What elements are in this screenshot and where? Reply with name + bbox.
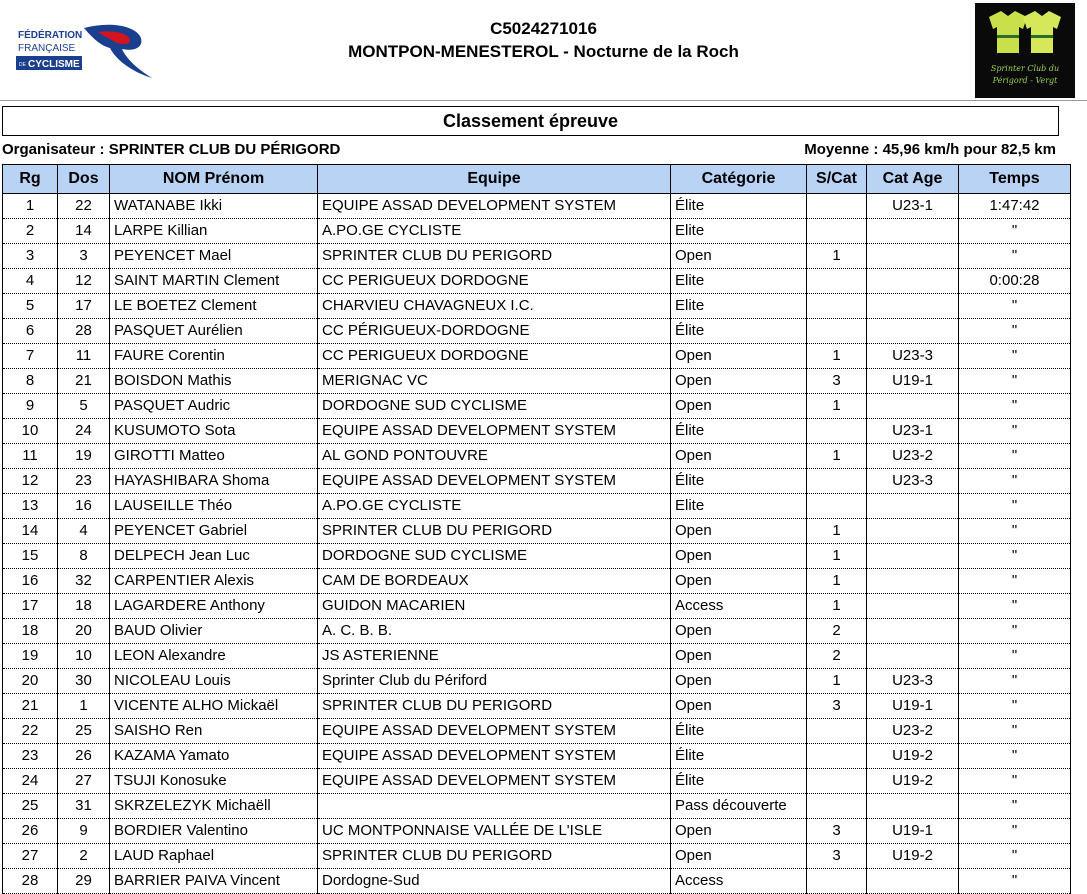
cell-bib: 21 bbox=[58, 369, 110, 394]
cell-time: " bbox=[959, 644, 1071, 669]
cell-time: " bbox=[959, 569, 1071, 594]
cell-bib: 31 bbox=[58, 794, 110, 819]
cell-bib: 29 bbox=[58, 869, 110, 894]
cell-rank: 3 bbox=[3, 244, 58, 269]
table-row bbox=[3, 569, 1071, 594]
cell-rank: 21 bbox=[3, 694, 58, 719]
event-title: MONTPON-MENESTEROL - Nocturne de la Roch bbox=[348, 42, 739, 61]
table-row bbox=[3, 519, 1071, 544]
cell-name: LAUD Raphael bbox=[110, 844, 318, 869]
club-logo-line-2: Périgord - Vergt bbox=[992, 76, 1058, 85]
cell-team: CC PERIGUEUX DORDOGNE bbox=[318, 344, 671, 369]
cell-rank: 19 bbox=[3, 644, 58, 669]
cell-time: " bbox=[959, 344, 1071, 369]
cell-category: Open bbox=[671, 544, 807, 569]
cell-team: EQUIPE ASSAD DEVELOPMENT SYSTEM bbox=[318, 719, 671, 744]
cell-time: " bbox=[959, 469, 1071, 494]
cell-category: Elite bbox=[671, 294, 807, 319]
cell-subcategory bbox=[807, 769, 867, 794]
cell-team: JS ASTERIENNE bbox=[318, 644, 671, 669]
cell-age-category bbox=[867, 244, 959, 269]
cell-subcategory bbox=[807, 744, 867, 769]
cell-subcategory bbox=[807, 194, 867, 219]
column-header-age-category: Cat Age bbox=[867, 165, 959, 194]
cell-age-category bbox=[867, 644, 959, 669]
cell-age-category: U23-3 bbox=[867, 344, 959, 369]
table-row bbox=[3, 794, 1071, 819]
ffc-logo-small: DE bbox=[19, 62, 26, 68]
cell-age-category bbox=[867, 319, 959, 344]
cell-name: CARPENTIER Alexis bbox=[110, 569, 318, 594]
cell-time: " bbox=[959, 819, 1071, 844]
cell-team: A.PO.GE CYCLISTE bbox=[318, 494, 671, 519]
cell-bib: 14 bbox=[58, 219, 110, 244]
cell-name: KUSUMOTO Sota bbox=[110, 419, 318, 444]
cell-time: " bbox=[959, 394, 1071, 419]
cell-category: Open bbox=[671, 844, 807, 869]
cell-age-category: U23-1 bbox=[867, 419, 959, 444]
cell-category: Open bbox=[671, 819, 807, 844]
cell-name: KAZAMA Yamato bbox=[110, 744, 318, 769]
cell-age-category: U23-2 bbox=[867, 444, 959, 469]
cell-category: Élite bbox=[671, 744, 807, 769]
cell-bib: 11 bbox=[58, 344, 110, 369]
cell-age-category bbox=[867, 794, 959, 819]
table-row bbox=[3, 394, 1071, 419]
cell-name: LAGARDERE Anthony bbox=[110, 594, 318, 619]
cell-rank: 10 bbox=[3, 419, 58, 444]
column-header-rank: Rg bbox=[3, 165, 58, 194]
cell-name: PASQUET Audric bbox=[110, 394, 318, 419]
cell-rank: 24 bbox=[3, 769, 58, 794]
cell-age-category bbox=[867, 569, 959, 594]
table-row bbox=[3, 869, 1071, 894]
cell-rank: 1 bbox=[3, 194, 58, 219]
cell-name: VICENTE ALHO Mickaël bbox=[110, 694, 318, 719]
cell-rank: 13 bbox=[3, 494, 58, 519]
cell-age-category: U19-1 bbox=[867, 369, 959, 394]
cell-subcategory bbox=[807, 719, 867, 744]
results-body bbox=[3, 194, 1071, 894]
cell-rank: 16 bbox=[3, 569, 58, 594]
table-row bbox=[3, 744, 1071, 769]
cell-time: " bbox=[959, 369, 1071, 394]
cell-team: CAM DE BORDEAUX bbox=[318, 569, 671, 594]
cell-time: " bbox=[959, 244, 1071, 269]
table-row bbox=[3, 244, 1071, 269]
cell-time: " bbox=[959, 844, 1071, 869]
cell-category: Élite bbox=[671, 419, 807, 444]
cell-time: " bbox=[959, 744, 1071, 769]
column-header-category: Catégorie bbox=[671, 165, 807, 194]
cell-age-category: U23-3 bbox=[867, 469, 959, 494]
cell-team: AL GOND PONTOUVRE bbox=[318, 444, 671, 469]
cell-name: LE BOETEZ Clement bbox=[110, 294, 318, 319]
table-row bbox=[3, 319, 1071, 344]
cell-name: BOISDON Mathis bbox=[110, 369, 318, 394]
cell-category: Élite bbox=[671, 319, 807, 344]
cell-rank: 27 bbox=[3, 844, 58, 869]
cell-bib: 18 bbox=[58, 594, 110, 619]
cell-subcategory bbox=[807, 794, 867, 819]
cell-rank: 18 bbox=[3, 619, 58, 644]
cell-subcategory bbox=[807, 494, 867, 519]
jersey-icon bbox=[975, 3, 1075, 98]
table-row bbox=[3, 669, 1071, 694]
cell-name: BARRIER PAIVA Vincent bbox=[110, 869, 318, 894]
cell-rank: 7 bbox=[3, 344, 58, 369]
cell-bib: 32 bbox=[58, 569, 110, 594]
cell-team: MERIGNAC VC bbox=[318, 369, 671, 394]
column-header-team: Equipe bbox=[318, 165, 671, 194]
cell-bib: 4 bbox=[58, 519, 110, 544]
cell-name: PEYENCET Mael bbox=[110, 244, 318, 269]
cell-bib: 19 bbox=[58, 444, 110, 469]
cell-category: Open bbox=[671, 394, 807, 419]
cell-rank: 22 bbox=[3, 719, 58, 744]
cell-rank: 23 bbox=[3, 744, 58, 769]
cell-bib: 8 bbox=[58, 544, 110, 569]
cell-category: Open bbox=[671, 644, 807, 669]
cell-bib: 24 bbox=[58, 419, 110, 444]
cell-bib: 16 bbox=[58, 494, 110, 519]
cell-rank: 25 bbox=[3, 794, 58, 819]
cell-category: Open bbox=[671, 369, 807, 394]
cell-time: " bbox=[959, 444, 1071, 469]
cell-age-category bbox=[867, 294, 959, 319]
table-row bbox=[3, 344, 1071, 369]
table-row bbox=[3, 769, 1071, 794]
cell-name: SAINT MARTIN Clement bbox=[110, 269, 318, 294]
table-row bbox=[3, 694, 1071, 719]
cell-category: Access bbox=[671, 869, 807, 894]
cell-team bbox=[318, 794, 671, 819]
cell-bib: 28 bbox=[58, 319, 110, 344]
cell-bib: 10 bbox=[58, 644, 110, 669]
cell-age-category: U19-1 bbox=[867, 694, 959, 719]
cell-rank: 5 bbox=[3, 294, 58, 319]
table-row bbox=[3, 544, 1071, 569]
cell-subcategory: 1 bbox=[807, 569, 867, 594]
section-title: Classement épreuve bbox=[2, 106, 1059, 136]
cell-category: Open bbox=[671, 619, 807, 644]
cell-time: " bbox=[959, 419, 1071, 444]
cell-team: A.PO.GE CYCLISTE bbox=[318, 219, 671, 244]
table-row bbox=[3, 819, 1071, 844]
cell-category: Élite bbox=[671, 469, 807, 494]
cell-category: Open bbox=[671, 569, 807, 594]
cell-bib: 22 bbox=[58, 194, 110, 219]
table-row bbox=[3, 294, 1071, 319]
cell-subcategory bbox=[807, 869, 867, 894]
cell-name: LEON Alexandre bbox=[110, 644, 318, 669]
cell-name: DELPECH Jean Luc bbox=[110, 544, 318, 569]
cell-name: WATANABE Ikki bbox=[110, 194, 318, 219]
cell-bib: 1 bbox=[58, 694, 110, 719]
cell-bib: 30 bbox=[58, 669, 110, 694]
cell-team: EQUIPE ASSAD DEVELOPMENT SYSTEM bbox=[318, 769, 671, 794]
table-row bbox=[3, 594, 1071, 619]
cell-subcategory: 1 bbox=[807, 444, 867, 469]
cell-subcategory bbox=[807, 469, 867, 494]
cell-rank: 28 bbox=[3, 869, 58, 894]
table-row bbox=[3, 269, 1071, 294]
cell-team: Sprinter Club du Périford bbox=[318, 669, 671, 694]
cell-bib: 17 bbox=[58, 294, 110, 319]
cell-category: Élite bbox=[671, 769, 807, 794]
cell-name: TSUJI Konosuke bbox=[110, 769, 318, 794]
cell-bib: 3 bbox=[58, 244, 110, 269]
cell-subcategory bbox=[807, 269, 867, 294]
cell-subcategory: 3 bbox=[807, 369, 867, 394]
cell-subcategory: 1 bbox=[807, 244, 867, 269]
column-header-bib: Dos bbox=[58, 165, 110, 194]
cell-time: " bbox=[959, 594, 1071, 619]
cell-rank: 26 bbox=[3, 819, 58, 844]
cell-subcategory: 3 bbox=[807, 844, 867, 869]
table-header-row bbox=[3, 165, 1071, 194]
cell-age-category bbox=[867, 269, 959, 294]
ffc-logo-line-3: CYCLISME bbox=[28, 59, 80, 70]
cell-rank: 9 bbox=[3, 394, 58, 419]
cell-name: LAUSEILLE Théo bbox=[110, 494, 318, 519]
cell-name: BORDIER Valentino bbox=[110, 819, 318, 844]
cell-bib: 25 bbox=[58, 719, 110, 744]
cell-team: CC PERIGUEUX DORDOGNE bbox=[318, 269, 671, 294]
cell-subcategory bbox=[807, 319, 867, 344]
cell-team: SPRINTER CLUB DU PERIGORD bbox=[318, 694, 671, 719]
cell-name: GIROTTI Matteo bbox=[110, 444, 318, 469]
cell-category: Open bbox=[671, 669, 807, 694]
cell-time: " bbox=[959, 719, 1071, 744]
cell-team: CC PÉRIGUEUX-DORDOGNE bbox=[318, 319, 671, 344]
cell-time: " bbox=[959, 669, 1071, 694]
cell-rank: 4 bbox=[3, 269, 58, 294]
cell-rank: 2 bbox=[3, 219, 58, 244]
cell-name: SKRZELEZYK Michaëll bbox=[110, 794, 318, 819]
cell-team: SPRINTER CLUB DU PERIGORD bbox=[318, 844, 671, 869]
cell-team: EQUIPE ASSAD DEVELOPMENT SYSTEM bbox=[318, 194, 671, 219]
cell-name: BAUD Olivier bbox=[110, 619, 318, 644]
table-row bbox=[3, 494, 1071, 519]
cell-age-category bbox=[867, 394, 959, 419]
table-row bbox=[3, 469, 1071, 494]
cell-team: SPRINTER CLUB DU PERIGORD bbox=[318, 519, 671, 544]
cell-age-category bbox=[867, 544, 959, 569]
cell-rank: 12 bbox=[3, 469, 58, 494]
cell-category: Élite bbox=[671, 719, 807, 744]
cell-category: Open bbox=[671, 344, 807, 369]
cell-subcategory: 2 bbox=[807, 619, 867, 644]
cell-category: Pass découverte bbox=[671, 794, 807, 819]
cell-subcategory bbox=[807, 219, 867, 244]
cell-time: " bbox=[959, 694, 1071, 719]
cell-time: 0:00:28 bbox=[959, 269, 1071, 294]
cell-bib: 2 bbox=[58, 844, 110, 869]
cell-name: NICOLEAU Louis bbox=[110, 669, 318, 694]
cell-bib: 26 bbox=[58, 744, 110, 769]
cell-team: A. C. B. B. bbox=[318, 619, 671, 644]
cell-time: " bbox=[959, 219, 1071, 244]
results-table bbox=[2, 164, 1071, 894]
organizer: Organisateur : SPRINTER CLUB DU PÉRIGORD bbox=[2, 141, 341, 158]
cell-category: Access bbox=[671, 594, 807, 619]
cell-time: " bbox=[959, 794, 1071, 819]
cell-bib: 5 bbox=[58, 394, 110, 419]
cell-team: EQUIPE ASSAD DEVELOPMENT SYSTEM bbox=[318, 419, 671, 444]
cell-category: Elite bbox=[671, 219, 807, 244]
cell-subcategory: 1 bbox=[807, 519, 867, 544]
cell-team: EQUIPE ASSAD DEVELOPMENT SYSTEM bbox=[318, 744, 671, 769]
average-speed: Moyenne : 45,96 km/h pour 82,5 km bbox=[804, 141, 1056, 158]
cell-bib: 27 bbox=[58, 769, 110, 794]
cell-name: SAISHO Ren bbox=[110, 719, 318, 744]
cell-category: Elite bbox=[671, 494, 807, 519]
cell-time: " bbox=[959, 494, 1071, 519]
cell-name: LARPE Killian bbox=[110, 219, 318, 244]
cell-time: " bbox=[959, 869, 1071, 894]
table-row bbox=[3, 419, 1071, 444]
cell-team: DORDOGNE SUD CYCLISME bbox=[318, 394, 671, 419]
cell-time: " bbox=[959, 769, 1071, 794]
table-row bbox=[3, 844, 1071, 869]
cell-rank: 15 bbox=[3, 544, 58, 569]
header-divider bbox=[0, 100, 1087, 101]
cell-bib: 23 bbox=[58, 469, 110, 494]
table-row bbox=[3, 219, 1071, 244]
cell-subcategory: 3 bbox=[807, 694, 867, 719]
cell-category: Elite bbox=[671, 269, 807, 294]
cell-category: Élite bbox=[671, 194, 807, 219]
cell-name: HAYASHIBARA Shoma bbox=[110, 469, 318, 494]
cell-age-category: U23-1 bbox=[867, 194, 959, 219]
cell-category: Open bbox=[671, 519, 807, 544]
cell-age-category: U19-2 bbox=[867, 744, 959, 769]
club-logo-line-1: Sprinter Club du bbox=[990, 64, 1060, 73]
cell-subcategory: 1 bbox=[807, 669, 867, 694]
table-row bbox=[3, 194, 1071, 219]
cell-time: " bbox=[959, 619, 1071, 644]
cell-age-category bbox=[867, 619, 959, 644]
cell-rank: 8 bbox=[3, 369, 58, 394]
ffc-logo-line-1: FÉDÉRATION bbox=[18, 30, 83, 41]
cell-team: EQUIPE ASSAD DEVELOPMENT SYSTEM bbox=[318, 469, 671, 494]
cell-age-category: U23-2 bbox=[867, 719, 959, 744]
cell-bib: 9 bbox=[58, 819, 110, 844]
cell-subcategory: 2 bbox=[807, 644, 867, 669]
cell-age-category bbox=[867, 219, 959, 244]
column-header-name: NOM Prénom bbox=[110, 165, 318, 194]
cell-age-category bbox=[867, 494, 959, 519]
cell-time: 1:47:42 bbox=[959, 194, 1071, 219]
cell-subcategory: 1 bbox=[807, 394, 867, 419]
cell-team: SPRINTER CLUB DU PERIGORD bbox=[318, 244, 671, 269]
cell-team: CHARVIEU CHAVAGNEUX I.C. bbox=[318, 294, 671, 319]
cell-subcategory: 1 bbox=[807, 594, 867, 619]
cell-age-category: U19-2 bbox=[867, 844, 959, 869]
column-header-time: Temps bbox=[959, 165, 1071, 194]
table-row bbox=[3, 444, 1071, 469]
cell-bib: 12 bbox=[58, 269, 110, 294]
cell-age-category: U23-3 bbox=[867, 669, 959, 694]
cell-rank: 14 bbox=[3, 519, 58, 544]
cell-age-category: U19-2 bbox=[867, 769, 959, 794]
cell-name: FAURE Corentin bbox=[110, 344, 318, 369]
cell-team: Dordogne-Sud bbox=[318, 869, 671, 894]
cell-subcategory bbox=[807, 294, 867, 319]
ffc-logo-line-2: FRANÇAISE bbox=[18, 43, 76, 54]
cell-subcategory: 1 bbox=[807, 544, 867, 569]
cell-age-category bbox=[867, 519, 959, 544]
cell-category: Open bbox=[671, 694, 807, 719]
cell-category: Open bbox=[671, 244, 807, 269]
cell-time: " bbox=[959, 544, 1071, 569]
cell-rank: 6 bbox=[3, 319, 58, 344]
info-row bbox=[2, 141, 1056, 161]
cell-rank: 11 bbox=[3, 444, 58, 469]
event-code: C5024271016 bbox=[490, 19, 597, 38]
cell-time: " bbox=[959, 519, 1071, 544]
column-header-subcategory: S/Cat bbox=[807, 165, 867, 194]
cell-subcategory: 3 bbox=[807, 819, 867, 844]
cell-age-category: U19-1 bbox=[867, 819, 959, 844]
cell-name: PEYENCET Gabriel bbox=[110, 519, 318, 544]
table-row bbox=[3, 619, 1071, 644]
cell-time: " bbox=[959, 319, 1071, 344]
cell-team: GUIDON MACARIEN bbox=[318, 594, 671, 619]
cell-age-category bbox=[867, 869, 959, 894]
table-row bbox=[3, 369, 1071, 394]
cell-subcategory: 1 bbox=[807, 344, 867, 369]
cell-subcategory bbox=[807, 419, 867, 444]
cell-bib: 20 bbox=[58, 619, 110, 644]
cell-rank: 20 bbox=[3, 669, 58, 694]
cell-name: PASQUET Aurélien bbox=[110, 319, 318, 344]
club-logo bbox=[975, 3, 1075, 98]
cell-team: UC MONTPONNAISE VALLÉE DE L'ISLE bbox=[318, 819, 671, 844]
cell-time: " bbox=[959, 294, 1071, 319]
table-row bbox=[3, 719, 1071, 744]
table-row bbox=[3, 644, 1071, 669]
cell-rank: 17 bbox=[3, 594, 58, 619]
cell-category: Open bbox=[671, 444, 807, 469]
cell-team: DORDOGNE SUD CYCLISME bbox=[318, 544, 671, 569]
cell-age-category bbox=[867, 594, 959, 619]
